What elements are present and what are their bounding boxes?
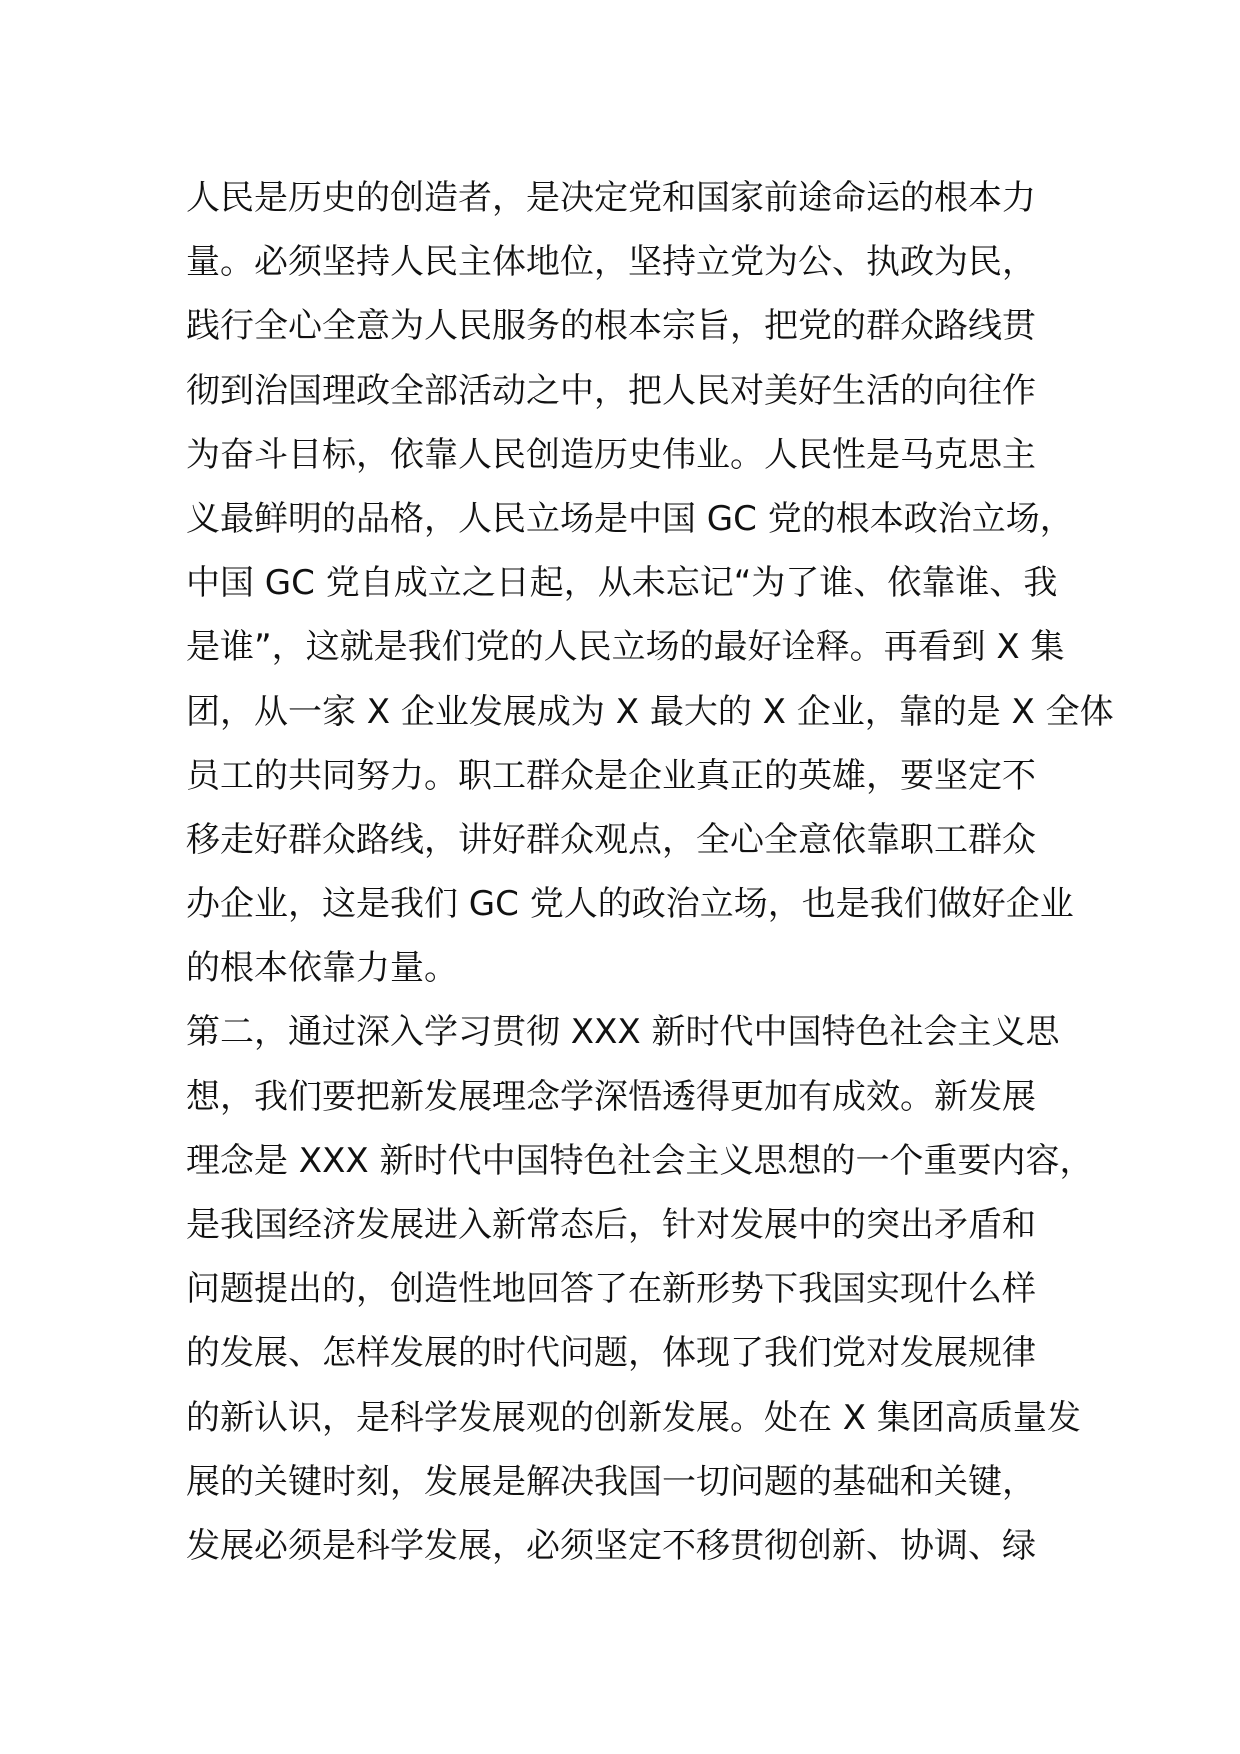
text-line: 彻到治国理政全部活动之中，把人民对美好生活的向往作 <box>186 370 1036 411</box>
text-line: 的新认识，是科学发展观的创新发展。处在 X 集团高质量发 <box>186 1397 1081 1438</box>
text-line: 发展必须是科学发展，必须坚定不移贯彻创新、协调、绿 <box>186 1525 1036 1566</box>
text-line: 量。必须坚持人民主体地位，坚持立党为公、执政为民， <box>186 242 1036 283</box>
text-line: 的根本依靠力量。 <box>186 948 458 989</box>
text-line: 想，我们要把新发展理念学深悟透得更加有成效。新发展 <box>186 1076 1036 1117</box>
text-line: 中国 GC 党自成立之日起，从未忘记“为了谁、依靠谁、我 <box>186 563 1058 604</box>
text-line: 移走好群众路线，讲好群众观点，全心全意依靠职工群众 <box>186 819 1036 860</box>
text-line: 办企业，这是我们 GC 党人的政治立场，也是我们做好企业 <box>186 884 1074 925</box>
body-text <box>186 166 1114 1578</box>
text-line: 是我国经济发展进入新常态后，针对发展中的突出矛盾和 <box>186 1205 1036 1245</box>
text-line: 第二，通过深入学习贯彻 XXX 新时代中国特色社会主义思 <box>186 1012 1060 1053</box>
text-line: 理念是 XXX 新时代中国特色社会主义思想的一个重要内容， <box>186 1140 1094 1181</box>
text-line: 人民是历史的创造者，是决定党和国家前途命运的根本力 <box>186 178 1036 218</box>
text-line: 义最鲜明的品格，人民立场是中国 GC 党的根本政治立场， <box>186 498 1074 539</box>
text-line: 的发展、怎样发展的时代问题，体现了我们党对发展规律 <box>186 1333 1036 1374</box>
text-line: 是谁”，这就是我们党的人民立场的最好诠释。再看到 X 集 <box>186 627 1065 668</box>
text-line: 践行全心全意为人民服务的根本宗旨，把党的群众路线贯 <box>186 306 1036 347</box>
text-line: 展的关键时刻，发展是解决我国一切问题的基础和关键， <box>186 1461 1036 1502</box>
text-line: 团，从一家 X 企业发展成为 X 最大的 X 企业，靠的是 X 全体 <box>186 691 1114 732</box>
text-line: 为奋斗目标，依靠人民创造历史伟业。人民性是马克思主 <box>186 434 1036 475</box>
text-line: 问题提出的，创造性地回答了在新形势下我国实现什么样 <box>186 1269 1036 1310</box>
text-line: 员工的共同努力。职工群众是企业真正的英雄，要坚定不 <box>186 755 1036 796</box>
